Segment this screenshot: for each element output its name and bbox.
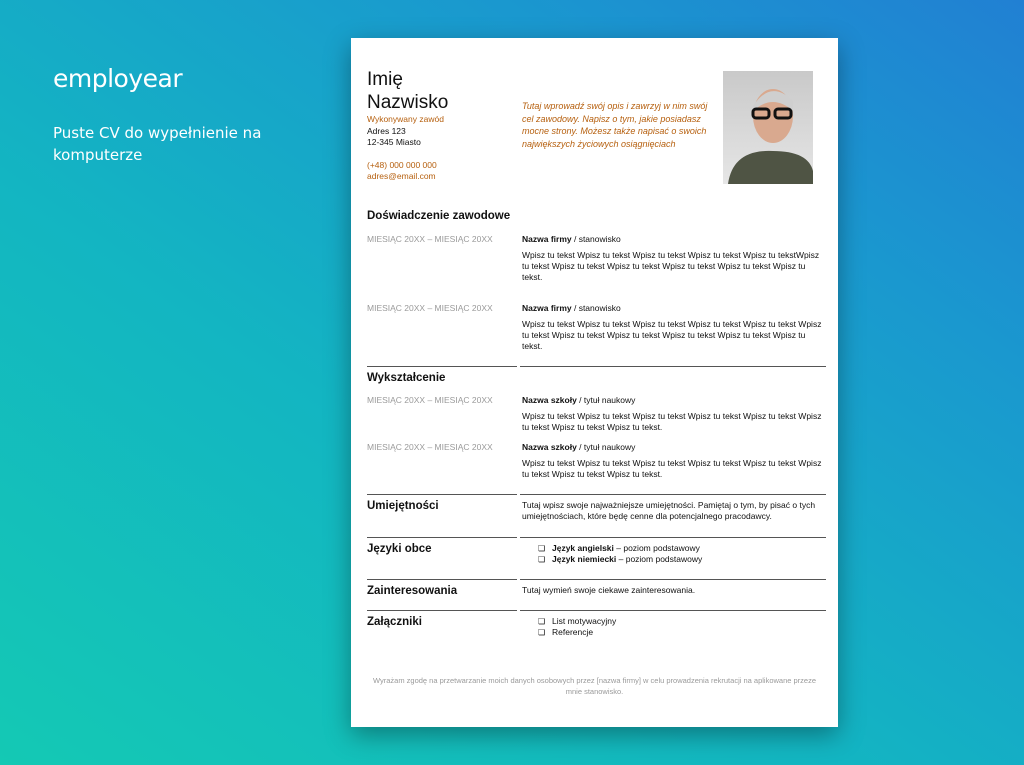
- divider: [367, 537, 517, 538]
- language-item: ❏ Język niemiecki – poziom podstawowy: [538, 554, 838, 565]
- education-heading: Wykształcenie: [367, 372, 446, 384]
- interests-text: Tutaj wymień swoje ciekawe zainteresowania.: [522, 585, 696, 595]
- divider: [367, 579, 517, 580]
- experience-entry: Nazwa firmy / stanowisko Wpisz tu tekst Wpisz tu tekst Wpisz tu tekst Wpisz tu tekst Wpisz tu tekstWpisz tu tekst Wpisz tu tekst Wpisz tu tekst Wpisz tu tekst Wpisz tu tekst Wpisz tu tekst.: [522, 234, 820, 282]
- attachment-item: ❏ Referencje: [538, 627, 838, 638]
- profile-photo: [723, 71, 813, 184]
- cv-page: [351, 38, 838, 727]
- address-line-1: Adres 123: [367, 125, 406, 136]
- phone: (+48) 000 000 000: [367, 159, 437, 170]
- language-item: ❏ Język angielski – poziom podstawowy: [538, 543, 838, 554]
- education-entry: Nazwa szkoły / tytuł naukowy Wpisz tu tekst Wpisz tu tekst Wpisz tu tekst Wpisz tu tekst Wpisz tu tekst Wpisz tu tekst Wpisz tu tekst Wpisz tu tekst.: [522, 442, 822, 479]
- divider: [520, 537, 826, 538]
- consent-clause: Wyrażam zgodę na przetwarzanie moich danych osobowych przez [nazwa firmy] w celu prowadzenia rekrutacji na aplikowane przeze mnie stanowisko.: [372, 676, 817, 696]
- education-date: MIESIĄC 20XX – MIESIĄC 20XX: [367, 442, 493, 452]
- address-line-2: 12-345 Miasto: [367, 137, 421, 147]
- experience-heading: Doświadczenie zawodowe: [367, 210, 511, 222]
- experience-entry: Nazwa firmy / stanowisko Wpisz tu tekst Wpisz tu tekst Wpisz tu tekst Wpisz tu tekst Wpisz tu tekst Wpisz tu tekst Wpisz tu tekst Wpisz tu tekst Wpisz tu tekst Wpisz tu tekst Wpisz tu tekst.: [522, 303, 822, 351]
- experience-date: MIESIĄC 20XX – MIESIĄC 20XX: [367, 234, 493, 244]
- full-name: Imię Nazwisko: [367, 69, 449, 113]
- education-entry: Nazwa szkoły / tytuł naukowy Wpisz tu tekst Wpisz tu tekst Wpisz tu tekst Wpisz tu tekst Wpisz tu tekst Wpisz tu tekst Wpisz tu tekst Wpisz tu tekst.: [522, 395, 822, 432]
- divider: [520, 366, 826, 367]
- education-date: MIESIĄC 20XX – MIESIĄC 20XX: [367, 395, 493, 405]
- intro-text: Tutaj wprowadź swój opis i zawrzyj w nim swój cel zawodowy. Napisz o tym, jakie posiadasz mocne strony. Możesz także napisać o swoich największych życiowych osiągnięciach: [522, 101, 708, 149]
- languages-heading: Języki obce: [367, 543, 432, 555]
- divider: [520, 494, 826, 495]
- divider: [367, 610, 517, 611]
- employear-logo: employear: [53, 64, 183, 93]
- contact-block: [367, 114, 444, 183]
- languages-list: [538, 543, 838, 565]
- occupation: Wykonywany zawód: [367, 114, 444, 124]
- divider: [367, 366, 517, 367]
- attachments-heading: Załączniki: [367, 616, 422, 628]
- divider: [367, 494, 517, 495]
- skills-heading: Umiejętności: [367, 500, 439, 512]
- email: adres@email.com: [367, 171, 436, 181]
- tagline: Puste CV do wypełnienie na komputerze: [53, 124, 262, 164]
- divider: [520, 579, 826, 580]
- interests-heading: Zainteresowania: [367, 585, 458, 597]
- divider: [520, 610, 826, 611]
- skills-text: Tutaj wpisz swoje najważniejsze umiejętności. Pamiętaj o tym, by pisać o tych umiejętnościach, które będę cenne dla potencjalnego pracodawcy.: [522, 500, 816, 521]
- experience-date: MIESIĄC 20XX – MIESIĄC 20XX: [367, 303, 493, 313]
- attachments-list: [538, 616, 838, 638]
- attachment-item: ❏ List motywacyjny: [538, 616, 838, 627]
